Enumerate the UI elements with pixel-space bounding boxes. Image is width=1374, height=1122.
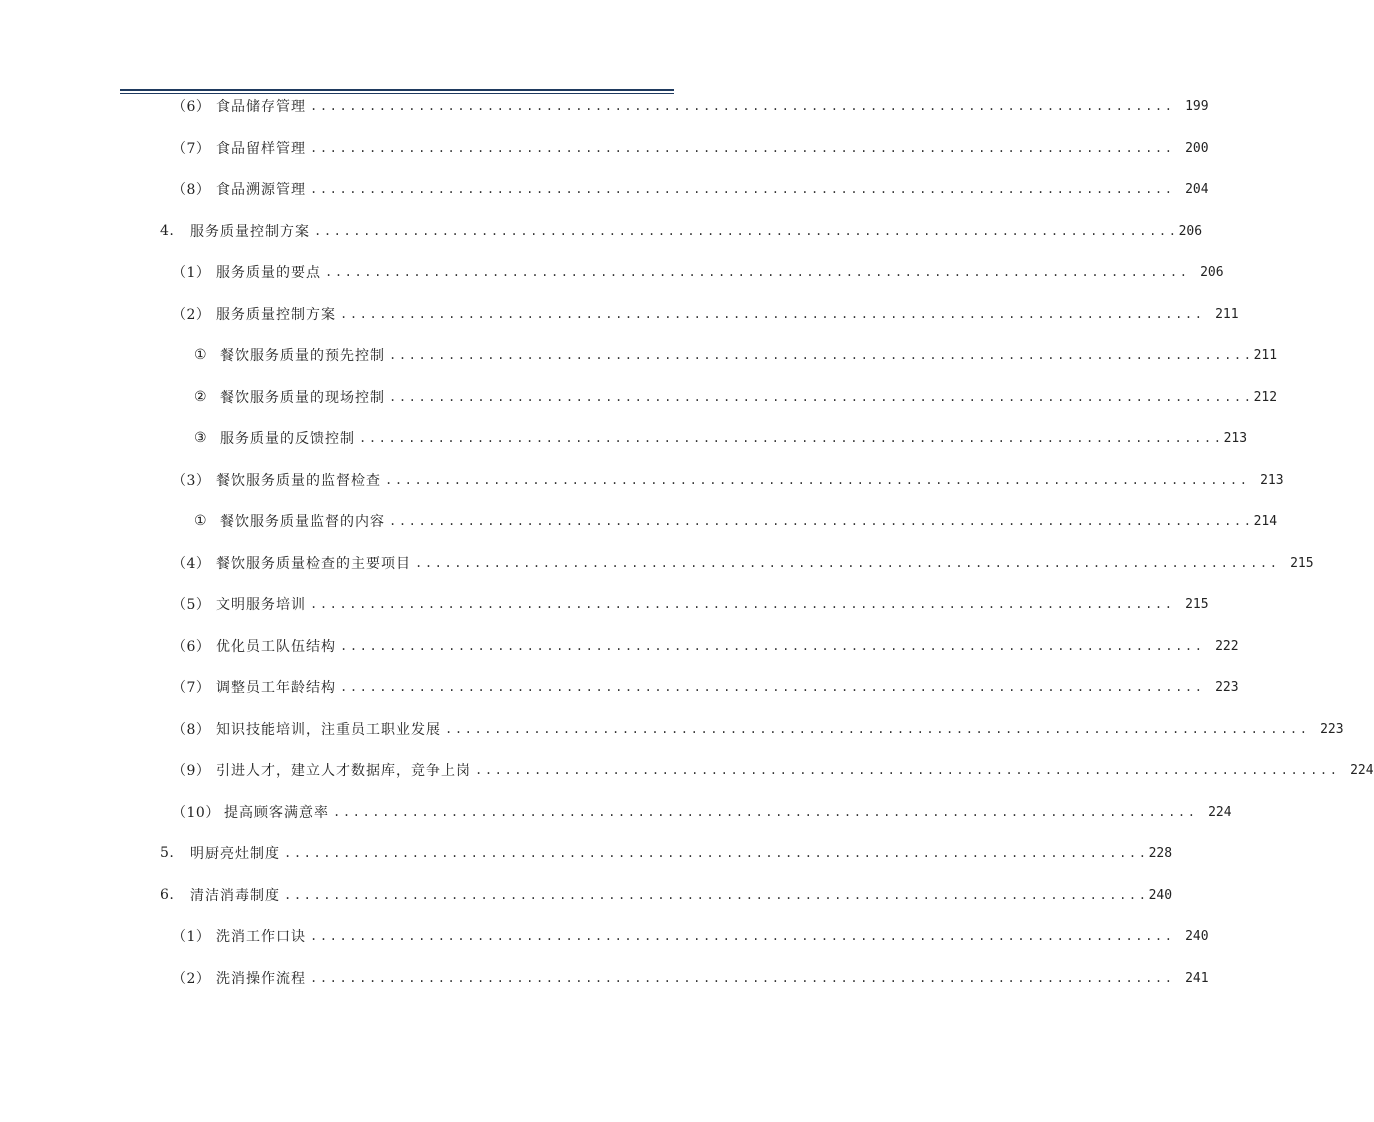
toc-entry-title: 餐饮服务质量监督的内容: [220, 514, 385, 530]
toc-entry-page: 223: [1215, 679, 1239, 695]
toc-entry[interactable]: [194, 509, 1278, 533]
toc-entry[interactable]: [172, 468, 1284, 492]
toc-dot-leader: ........................................................................................: [333, 805, 1198, 819]
toc-dot-leader: ........................................................................................: [310, 141, 1175, 155]
toc-dot-leader: ........................................................................................: [445, 722, 1310, 736]
toc-dot-leader: ........................................................................................: [340, 307, 1205, 321]
toc-entry-title: 明厨亮灶制度: [190, 846, 280, 862]
toc-entry-title: 服务质量的反馈控制: [220, 431, 355, 447]
toc-entry-title: 餐饮服务质量检查的主要项目: [216, 556, 411, 572]
toc-entry[interactable]: [172, 592, 1209, 616]
toc-dot-leader: ........................................................................................: [389, 514, 1254, 528]
toc-entry[interactable]: [160, 841, 1173, 865]
toc-entry-title: 食品储存管理: [216, 99, 306, 115]
toc-entry-title: 食品溯源管理: [216, 182, 306, 198]
toc-dot-leader: ........................................................................................: [314, 224, 1179, 238]
toc-dot-leader: ........................................................................................: [359, 431, 1224, 445]
toc-entry-number: ③: [194, 430, 208, 446]
header-rule: [120, 89, 674, 91]
toc-entry-number: （1）: [172, 265, 211, 281]
toc-entry[interactable]: [172, 758, 1374, 782]
toc-dot-leader: ........................................................................................: [415, 556, 1280, 570]
toc-entry-page: 228: [1148, 845, 1173, 861]
toc-entry[interactable]: [160, 219, 1203, 243]
toc-entry-number: （6）: [172, 639, 211, 655]
toc-entry-title: 餐饮服务质量的预先控制: [220, 348, 385, 364]
toc-entry-page: 215: [1290, 555, 1314, 571]
toc-entry-number: （4）: [172, 556, 211, 572]
toc-entry-number: ①: [194, 513, 208, 529]
toc-dot-leader: ........................................................................................: [284, 846, 1149, 860]
toc-entry[interactable]: [160, 883, 1173, 907]
toc-dot-leader: ........................................................................................: [310, 971, 1175, 985]
toc-entry-page: 214: [1253, 513, 1278, 529]
toc-dot-leader: ........................................................................................: [389, 390, 1254, 404]
toc-entry-page: 213: [1260, 472, 1284, 488]
toc-entry[interactable]: [172, 966, 1209, 990]
toc-entry-number: （7）: [172, 141, 211, 157]
toc-entry[interactable]: [172, 924, 1209, 948]
toc-entry-page: 199: [1185, 98, 1209, 114]
toc-entry-number: （2）: [172, 971, 211, 987]
toc-entry-page: 213: [1223, 430, 1248, 446]
toc-entry[interactable]: [172, 551, 1314, 575]
toc-entry-page: 206: [1178, 223, 1203, 239]
toc-entry-title: 洗消操作流程: [216, 971, 306, 987]
toc-entry-page: 211: [1253, 347, 1278, 363]
toc-entry-page: 211: [1215, 306, 1239, 322]
toc-dot-leader: ........................................................................................: [325, 265, 1190, 279]
toc-dot-leader: ........................................................................................: [310, 182, 1175, 196]
toc-entry-number: （10）: [172, 805, 220, 821]
toc-entry[interactable]: [172, 177, 1209, 201]
toc-dot-leader: ........................................................................................: [310, 929, 1175, 943]
toc-dot-leader: ........................................................................................: [310, 99, 1175, 113]
toc-entry-page: 215: [1185, 596, 1209, 612]
toc-entry-page: 224: [1208, 804, 1232, 820]
toc-entry[interactable]: [194, 385, 1278, 409]
toc-entry-number: （3）: [172, 473, 211, 489]
toc-entry-number: 6.: [160, 887, 175, 903]
toc-entry[interactable]: [172, 675, 1239, 699]
toc-entry-page: 223: [1320, 721, 1344, 737]
toc-entry[interactable]: [172, 634, 1239, 658]
toc-entry-number: （9）: [172, 763, 211, 779]
toc-entry-page: 240: [1148, 887, 1173, 903]
toc-entry-page: 224: [1350, 762, 1374, 778]
toc-entry-title: 服务质量的要点: [216, 265, 321, 281]
toc-entry[interactable]: [172, 800, 1232, 824]
toc-entry-number: ①: [194, 347, 208, 363]
toc-entry-number: （7）: [172, 680, 211, 696]
toc-entry-title: 文明服务培训: [216, 597, 306, 613]
toc-entry-number: 5.: [160, 845, 175, 861]
toc-entry[interactable]: [172, 302, 1239, 326]
toc-dot-leader: ........................................................................................: [340, 680, 1205, 694]
toc-entry-number: （5）: [172, 597, 211, 613]
toc-entry-title: 餐饮服务质量的现场控制: [220, 390, 385, 406]
toc-entry-title: 食品留样管理: [216, 141, 306, 157]
toc-dot-leader: ........................................................................................: [310, 597, 1175, 611]
toc-entry-page: 200: [1185, 140, 1209, 156]
toc-entry-title: 清洁消毒制度: [190, 888, 280, 904]
toc-entry-title: 知识技能培训，注重员工职业发展: [216, 722, 441, 738]
toc-entry[interactable]: [194, 343, 1278, 367]
toc-entry-title: 优化员工队伍结构: [216, 639, 336, 655]
toc-entry-title: 服务质量控制方案: [190, 224, 310, 240]
toc-entry-title: 服务质量控制方案: [216, 307, 336, 323]
toc-entry-title: 餐饮服务质量的监督检查: [216, 473, 381, 489]
toc-entry[interactable]: [172, 94, 1209, 118]
toc-entry-number: （1）: [172, 929, 211, 945]
toc-dot-leader: ........................................................................................: [385, 473, 1250, 487]
toc-entry-page: 204: [1185, 181, 1209, 197]
toc-dot-leader: ........................................................................................: [284, 888, 1149, 902]
toc-entry[interactable]: [172, 136, 1209, 160]
toc-entry-number: （8）: [172, 182, 211, 198]
toc-entry-title: 洗消工作口诀: [216, 929, 306, 945]
toc-entry-page: 222: [1215, 638, 1239, 654]
toc-entry-number: （2）: [172, 307, 211, 323]
toc-entry-title: 引进人才，建立人才数据库，竞争上岗: [216, 763, 471, 779]
toc-dot-leader: ........................................................................................: [389, 348, 1254, 362]
toc-entry-number: ②: [194, 389, 208, 405]
toc-entry-number: 4.: [160, 223, 175, 239]
toc-entry[interactable]: [172, 717, 1344, 741]
toc-entry-page: 206: [1200, 264, 1224, 280]
toc-entry-page: 240: [1185, 928, 1209, 944]
toc-entry[interactable]: [172, 260, 1224, 284]
toc-entry-number: （8）: [172, 722, 211, 738]
toc-dot-leader: ........................................................................................: [475, 763, 1340, 777]
toc-entry-number: （6）: [172, 99, 211, 115]
toc-entry-title: 提高顾客满意率: [224, 805, 329, 821]
toc-entry-page: 241: [1185, 970, 1209, 986]
toc-dot-leader: ........................................................................................: [340, 639, 1205, 653]
toc-entry-title: 调整员工年龄结构: [216, 680, 336, 696]
toc-entry-page: 212: [1253, 389, 1278, 405]
toc-entry[interactable]: [194, 426, 1248, 450]
